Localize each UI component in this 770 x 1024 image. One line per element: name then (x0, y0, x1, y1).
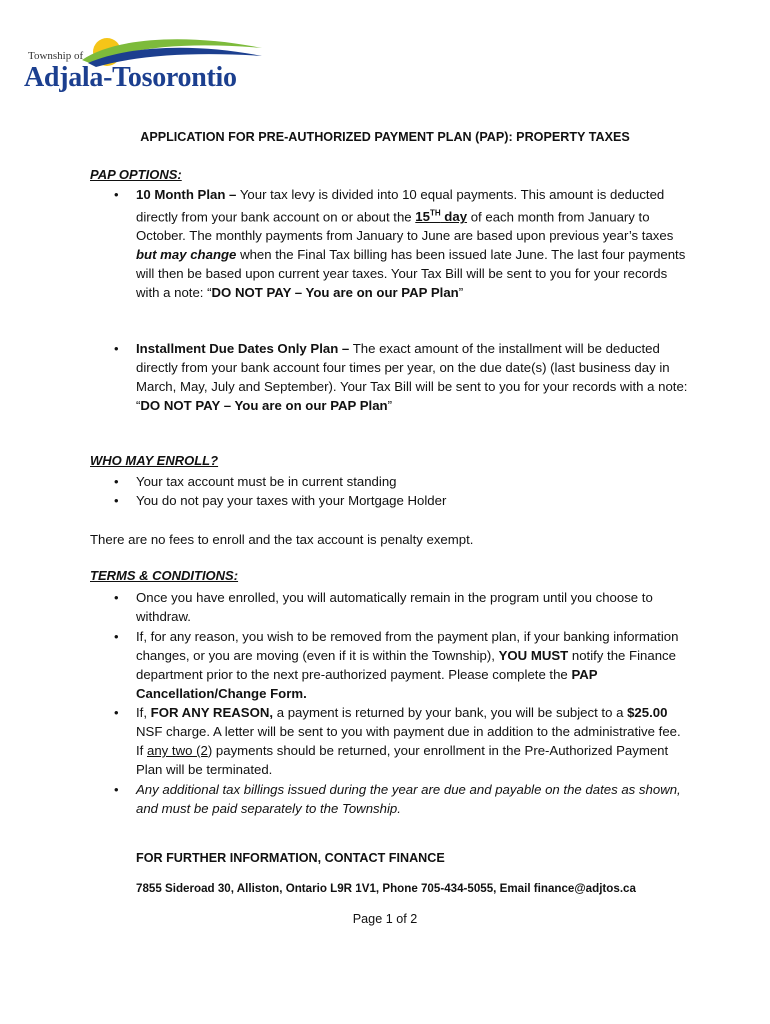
installment-plan-label: Installment Due Dates Only Plan – (136, 341, 350, 356)
terms-item-4-text: Any additional tax billings issued during the year are due and payable on the dates as shown, and must be paid separately to the Township. (136, 782, 681, 816)
month-plan-label: 10 Month Plan – (136, 187, 237, 202)
installment-plan-text-1: The exact amount of the installment will be deducted directly from your bank account four times per year, on the due date(s) (last business day in March, May, July and September). Your Tax Bill will be sent to you for your records with a note: “ (136, 341, 688, 413)
day-number: 15 (415, 209, 430, 225)
logo-small-text: Township of (28, 50, 84, 62)
terms-item-2-text-2: notify the Finance department prior to the next pre-authorized payment. Please complete the (136, 648, 676, 682)
document-title: APPLICATION FOR PRE-AUTHORIZED PAYMENT PLAN (PAP): PROPERTY TAXES (140, 130, 630, 144)
month-plan-text-1: Your tax levy is divided into 10 equal payments. This amount is deducted directly from your bank account on or about the (136, 187, 665, 225)
day-superscript: TH (429, 209, 441, 218)
terms-item-2 (136, 627, 688, 703)
enroll-item-2: • You do not pay your taxes with your Mortgage Holder (136, 491, 688, 510)
month-plan-emphasis: but may change (136, 247, 237, 263)
installment-plan-note: DO NOT PAY – You are on our PAP Plan (140, 398, 388, 413)
terms-item-3-text-1: If, (136, 705, 151, 720)
contact-address: 7855 Sideroad 30, Alliston, Ontario L9R 1V1, Phone 705-434-5055, Email finance@adjtos.ca (136, 882, 636, 895)
month-plan-note: DO NOT PAY – You are on our PAP Plan (211, 285, 459, 301)
contact-heading: FOR FURTHER INFORMATION, CONTACT FINANCE (136, 851, 445, 865)
month-plan-item (136, 185, 688, 302)
terms-item-3 (136, 703, 688, 779)
terms-item-2-text-1: If, for any reason, you wish to be removed from the payment plan, if your banking information changes, or you are moving (even if it is within the Township), (136, 629, 679, 663)
page-number: Page 1 of 2 (352, 912, 418, 926)
month-plan-text-4: ” (458, 285, 464, 301)
fees-statement: There are no fees to enroll and the tax account is penalty exempt. (90, 532, 474, 547)
cancellation-form-name: PAP Cancellation/Change Form. (136, 667, 598, 701)
installment-plan-item (136, 339, 688, 415)
pap-options-heading: PAP OPTIONS: (90, 167, 182, 182)
terms-item-3-text-3: NSF charge. A letter will be sent to you with payment due in addition to the administrative fee. If (136, 724, 681, 758)
township-logo (22, 30, 267, 105)
installment-plan-text-2: ” (387, 398, 393, 413)
terms-item-2-bold-1: YOU MUST (498, 648, 569, 663)
nsf-amount: $25.00 (627, 705, 668, 720)
month-plan-text-2: of each month from January to October. The monthly payments from January to June are based upon previous year’s taxes (136, 209, 674, 244)
day-word: day (440, 209, 468, 225)
terms-item-3-bold-1: FOR ANY REASON, (150, 705, 274, 720)
terms-item-3-underlined: any two (2 (147, 743, 208, 758)
enroll-item-1: • Your tax account must be in current standing (136, 472, 688, 491)
terms-item-4 (136, 780, 688, 818)
month-plan-text-3: when the Final Tax billing has been issued late June. The last four payments will then be based upon current year taxes. Your Tax Bill will be sent to you for your records with a note: “ (136, 247, 686, 301)
terms-item-3-text-4: ) payments should be returned, your enrollment in the Pre-Authorized Payment Plan will be terminated. (136, 743, 669, 777)
terms-item-3-text-2: a payment is returned by your bank, you will be subject to a (273, 705, 628, 720)
terms-item-1: • Once you have enrolled, you will automatically remain in the program until you choose to withdraw. (136, 588, 688, 626)
enroll-heading: WHO MAY ENROLL? (90, 453, 219, 468)
logo-township-name: Adjala-Tosorontio (24, 62, 237, 93)
terms-heading: TERMS & CONDITIONS: (90, 568, 239, 583)
